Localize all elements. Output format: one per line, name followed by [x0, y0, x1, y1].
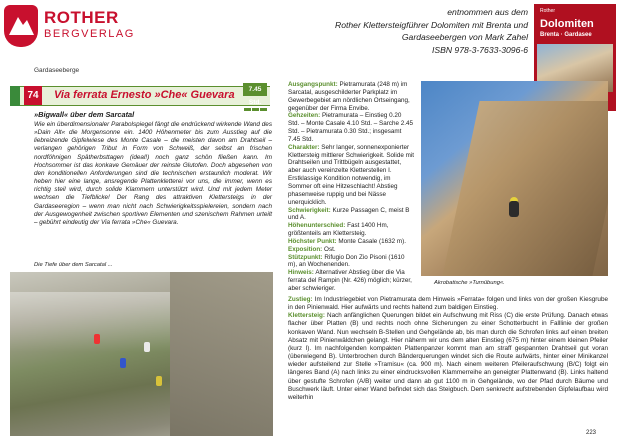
page-number: 223 — [586, 430, 597, 436]
route-number: 74 — [24, 86, 42, 105]
info-item: Gehzeiten: Pietramurata – Einstieg 0.20 Std. – Monte Casale 4.10 Std. – Sarche 2.45 Std. – Pietramurata 0.30 Std.; insgesamt 7.45 Std. — [288, 112, 413, 143]
info-item: Höhenunterschied: Fast 1400 Hm, größtenteils am Klettersteig. — [288, 222, 389, 238]
cover-subtitle: Brenta · Gardasee — [540, 32, 592, 38]
route-intro: Wie ein überdimensionaler Parabolspiegel fängt die endrückend wirkende Wand des »Dain Alt« die Morgensonne ein. 1400 Höhenmeter bis zum Ausstieg auf die liebreizende Gipfelwiese des Monte Casale – die meisten davon am Drahtseil – verlangen gehörigen Tribut in Form von Schweiß, der selbst an frischen nordföhnigen Spätherbsttagen (ideal!) noch ganz schön fließen kann. Im Hochsommer ist das konkave Gemäuer der reinste Glutofen. Doch abgesehen von den konditionellen Anforderungen sind die technischen erstaunlich moderat. Wir heben hier eine lange, ansregende Plattenkletterei vor uns, die immer, wenn es richtig steil wird, durch solide Klammern unterstützt wird. Und mit jedem Meter wechsen die Tiefblicke! Der Rang des attraktiven Klettersteigs in der Gardaseeregion – wenn man nicht nach Schwierigkeitsspielereien, sondern nach der Ausgewogenheit zwischen sportiven Elementen und szenischem Rahmen urteilt – gebührt eindeutig der Via ferrata »Che« Guevara. — [34, 121, 272, 226]
brand-name: ROTHER — [44, 8, 119, 27]
info-item: Höchster Punkt: Monte Casale (1632 m). — [288, 237, 406, 245]
route-lead: »Bigwall« über dem Sarcatal — [34, 110, 135, 119]
credit-line: Rother Klettersteigführer Dolomiten mit Brenta und — [335, 19, 528, 30]
credit-line: Gardaseebergen von Mark Zahel — [401, 32, 528, 42]
info-item: Hinweis: Alternativer Abstieg über die Via ferrata del Rampin (Nr. 426) möglich; kürzer, aber schwieriger. — [288, 269, 412, 292]
route-description — [288, 296, 608, 402]
info-item: Schwierigkeit: Kurze Passagen C, meist B und A. — [288, 206, 410, 222]
route-marker — [10, 86, 20, 106]
climbers-photo — [10, 272, 273, 436]
cover-title: Dolomiten — [540, 18, 594, 30]
info-item: Charakter: Sehr langer, sonnenexponierter Klettersteig mittlerer Schwierigkeit. Solide mit Drahtseilen und Trittbügeln ausgestattet, aber auch vereinzelte Kletterstellen I. Erstklassige Kondition notwendig, im Sommer oft eine Hitzeschlacht! Abstieg phasenweise ruppig und bei Nässe unerquicklich. — [288, 143, 414, 206]
brand-subtitle: BERGVERLAG — [44, 28, 135, 40]
info-item: Ausgangspunkt: Pietramurata (248 m) im Sarcatal, ausgeschilderter Parkplatz im Gewerbegebiet am nördlichen Ortseingang, gegenüber der Firma Envibe. — [288, 81, 410, 112]
info-item: Exposition: Ost. — [288, 245, 336, 253]
duration-indicator — [244, 98, 268, 102]
section-label: Gardaseeberge — [34, 67, 80, 74]
source-credit — [268, 6, 528, 56]
credit-line: ISBN 978-3-7633-3096-6 — [431, 44, 528, 55]
description-paragraph: Zustieg: Im Industriegebiet von Pietramurata dem Hinweis »Ferrata« folgen und links von der großen Kiesgrube in den Pinienwald. Hier aufwärts und rechts haltend zum baldigen Einstieg. — [288, 296, 608, 312]
photo-caption: Die Tiefe über dem Sarcatal ... — [34, 262, 113, 268]
photo-caption: Akrobatische »Turnübung«. — [434, 280, 505, 286]
route-duration: 7.45 Std. — [243, 83, 267, 96]
info-item: Stützpunkt: Rifugio Don Zio Pisoni (1610 m), an Wochenenden. — [288, 253, 405, 269]
description-paragraph: Klettersteig: Nach anfänglichen Querungen bildet ein Aufschwung mit Riss (C) die erste Prüfung. Danach etwas flacher über Platten (B) und rechts noch ohne Sicherungen zu einer Schotterbucht in Falllinie der großen konkaven Wand. Nun wechseln B-Stellen und Gehgelände ab, bis man durch die Schrofen links auf einen breiten Absatz mit Pinienwäldchen gelangt. Hier näherm wir uns dem alten Einstieg (675 m) hinter einem kleinen Pfeiler (kurz I). Im nachfolgenden kompakten Plattenpanzer kommt man am straff gespannten Drahtseil gut voran (überwiegend B). Unterbrochen durch Bänderquerungen windet sich die Route aufwärts, hinter einer Minikanzel wieder aufsteilend zur Stelle »Tramisu« (ca. 900 m). Nach einem weiteren Pfeileraufschwung (B/C) folgt ein längeres Band (A) nach links zu einer eindrucksvollen Klammerreihe an geneigter Plattenwand (B). Links haltend über gestufte Schrofen (A/B) weiter und dann ab gut 1100 m in Gehgelände, wo der Pfad durch Bäume und Buschwerk läuft. Unter einer Wand befindet sich das Steigbuch. Dem senkrecht aufstrebenden Gipfelaufbau wird weiterhin — [288, 312, 609, 401]
route-info — [288, 81, 414, 293]
climber-photo — [421, 81, 608, 276]
route-title: Via ferrata Ernesto »Che« Guevara — [54, 89, 235, 101]
cover-top-label: Rother — [540, 8, 556, 14]
credit-line: entnommen aus dem — [447, 7, 528, 17]
rother-logo-icon — [4, 5, 38, 47]
